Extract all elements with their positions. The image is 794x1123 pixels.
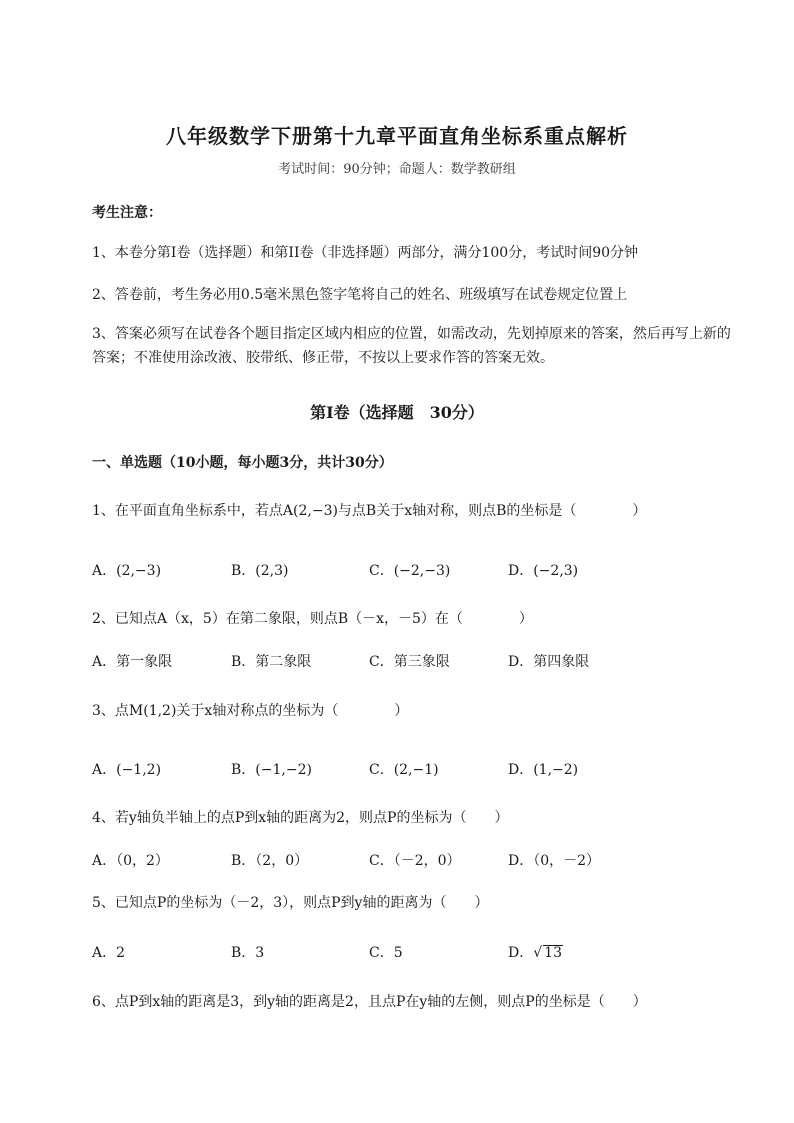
- question-2: 2、已知点A（x，5）在第二象限，则点B（－x，－5）在（ ）: [92, 611, 533, 627]
- question-5: 5、已知点P的坐标为（－2，3），则点P到y轴的距离为（ ）: [92, 895, 489, 911]
- q4-option-a: A．（0，2）: [92, 853, 169, 869]
- q5-option-b: B．3: [231, 945, 265, 961]
- sqrt-icon: √: [533, 945, 543, 961]
- notice-item-3: 3、答案必须写在试卷各个题目指定区域内相应的位置，如需改动，先划掉原来的答案，然后再写上新的答案；不准使用涂改液、胶带纸、修正带，不按以上要求作答的答案无效。: [92, 326, 731, 366]
- question-4: 4、若y轴负半轴上的点P到x轴的距离为2，则点P的坐标为（ ）: [92, 810, 509, 826]
- q4-option-c: C．（－2，0）: [369, 853, 461, 869]
- q4-option-d: D．（0，－2）: [508, 853, 601, 869]
- notice-item-2: 2、答卷前，考生务必用0.5毫米黑色签字笔将自己的姓名、班级填写在试卷规定位置上: [92, 287, 628, 303]
- q5-option-d-radicand: 13: [544, 945, 562, 961]
- q4-option-b: B．（2，0）: [231, 853, 309, 869]
- q2-option-c: C．第三象限: [369, 654, 450, 670]
- q3-option-a: A．(−1,2): [92, 762, 162, 778]
- q2-option-b: B．第二象限: [231, 654, 312, 670]
- document-title: 八年级数学下册第十九章平面直角坐标系重点解析: [166, 124, 628, 148]
- q1-option-d: D．(−2,3): [508, 563, 579, 579]
- q1-option-b: B．(2,3): [231, 563, 289, 579]
- q2-option-d: D．第四象限: [508, 654, 590, 670]
- q5-option-d: [508, 942, 563, 962]
- document-subtitle: 考试时间：90分钟；命题人：数学教研组: [278, 162, 516, 177]
- question-1: 1、在平面直角坐标系中，若点A(2,−3)与点B关于x轴对称，则点B的坐标是（ ）: [92, 503, 647, 519]
- q5-option-c: C．5: [369, 945, 403, 961]
- q3-option-d: D．(1,−2): [508, 762, 579, 778]
- question-3: 3、点M(1,2)关于x轴对称点的坐标为（ ）: [92, 703, 409, 719]
- q2-option-a: A．第一象限: [92, 654, 173, 670]
- question-6: 6、点P到x轴的距离是3，到y轴的距离是2，且点P在y轴的左侧，则点P的坐标是（ ）: [92, 994, 647, 1010]
- q5-option-a: A．2: [92, 945, 126, 961]
- q1-option-c: C．(−2,−3): [369, 563, 451, 579]
- q1-option-a: A．(2,−3): [92, 563, 162, 579]
- notice-item-1: 1、本卷分第I卷（选择题）和第II卷（非选择题）两部分，满分100分，考试时间90分钟: [92, 245, 639, 261]
- q5-option-d-label: D．: [508, 945, 534, 961]
- section-title: 第I卷（选择题 30分）: [310, 403, 484, 422]
- part-heading: 一、单选题（10小题，每小题3分，共计30分）: [92, 455, 393, 471]
- q3-option-b: B．(−1,−2): [231, 762, 312, 778]
- q3-option-c: C．(2,−1): [369, 762, 439, 778]
- notice-heading: 考生注意：: [92, 205, 162, 221]
